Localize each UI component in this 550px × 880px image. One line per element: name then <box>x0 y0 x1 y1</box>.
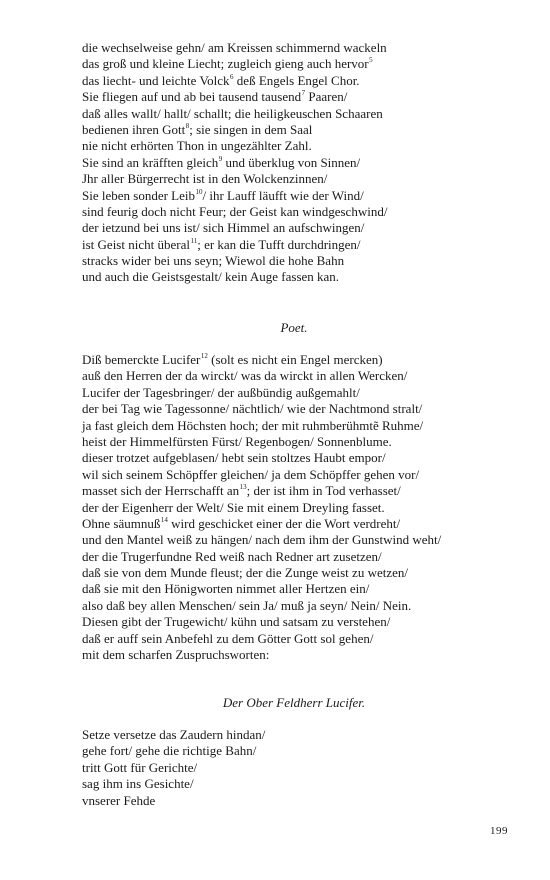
verse-line <box>82 385 522 401</box>
verse-line <box>82 368 522 384</box>
verse-line-text: Sie leben sonder Leib <box>82 187 195 203</box>
verse-line <box>82 483 522 499</box>
footnote-marker: 14 <box>160 515 168 524</box>
verse-line <box>82 532 522 548</box>
verse-line-text: ja fast gleich dem Höchsten hoch; der mit ruhmberühmtẽ Ruhme/ <box>82 417 424 433</box>
footnote-marker: 11 <box>190 236 198 245</box>
verse-line <box>82 237 522 253</box>
verse-line <box>82 56 522 72</box>
footnote-marker: 9 <box>218 154 223 163</box>
speaker-heading-lucifer: Der Ober Feldherr Lucifer. <box>222 695 366 710</box>
verse-line <box>82 434 522 450</box>
verse-line <box>82 467 522 483</box>
verse-line-text: daß sie mit den Hönigworten nimmet aller Hertzen ein/ <box>82 581 370 597</box>
verse-line-text: gehe fort/ gehe die richtige Bahn/ <box>82 743 257 759</box>
verse-line-text: und auch die Geistsgestalt/ kein Auge fassen kan. <box>82 269 340 285</box>
verse-line <box>82 269 522 285</box>
verse-line <box>82 401 522 417</box>
verse-stanza-2 <box>82 352 522 663</box>
verse-line <box>82 73 522 89</box>
verse-stanza-1 <box>82 40 522 286</box>
verse-line-text: bedienen ihren Gott <box>82 121 186 137</box>
verse-line-text-continued: Paaren/ <box>305 89 348 105</box>
verse-line <box>82 450 522 466</box>
verse-line <box>82 188 522 204</box>
verse-line-text-continued: ; der ist ihm in Tod verhasset/ <box>246 483 401 499</box>
speaker-heading-poet: Poet. <box>280 320 308 335</box>
verse-line-text: daß alles wallt/ hallt/ schallt; die heiligkeuschen Schaaren <box>82 105 383 121</box>
footnote-marker: 7 <box>301 89 306 98</box>
verse-line-text: Diesen gibt der Trugewicht/ kühn und satsam zu verstehen/ <box>82 614 391 630</box>
page-number: 199 <box>490 825 508 837</box>
verse-line-text-continued: ; er kan die Tufft durchdringen/ <box>197 236 361 252</box>
verse-line-text: die wechselweise gehn/ am Kreissen schimmernd wackeln <box>82 40 387 55</box>
verse-stanza-3 <box>82 727 522 809</box>
footnote-marker: 10 <box>195 187 203 196</box>
verse-line <box>82 776 522 792</box>
verse-line-text: daß er auff sein Anbefehl zu dem Götter Gott sol gehen/ <box>82 630 374 646</box>
verse-line <box>82 171 522 187</box>
verse-line <box>82 106 522 122</box>
verse-line-text: Jhr aller Bürgerrecht ist in den Wolckenzinnen/ <box>82 171 328 187</box>
verse-line <box>82 598 522 614</box>
verse-line-text: der der Eigenherr der Welt/ Sie mit einem Dreyling fasset. <box>82 499 385 515</box>
verse-line <box>82 647 522 663</box>
verse-line-text: das groß und kleine Liecht; zugleich gieng auch hervor <box>82 56 369 72</box>
verse-line-text: das liecht- und leichte Volck <box>82 72 230 88</box>
verse-line <box>82 500 522 516</box>
verse-line-text-continued: und überklug von Sinnen/ <box>222 154 361 170</box>
verse-line-text-continued: ; sie singen in dem Saal <box>189 121 313 137</box>
footnote-marker: 12 <box>200 352 208 360</box>
verse-line-text: Setze versetze das Zaudern hindan/ <box>82 727 266 742</box>
verse-line <box>82 122 522 138</box>
verse-line-text: mit dem scharfen Zuspruchsworten: <box>82 647 270 663</box>
verse-line-text: masset sich der Herrschafft an <box>82 483 240 499</box>
footnote-marker: 5 <box>369 56 373 65</box>
verse-line-text-continued: deß Engels Engel Chor. <box>233 72 360 88</box>
verse-line <box>82 40 522 56</box>
verse-line <box>82 418 522 434</box>
verse-line <box>82 760 522 776</box>
verse-line-text: Diß bemerckte Lucifer <box>82 352 201 367</box>
verse-line-text-continued: wird geschicket einer der die Wort verdreht/ <box>167 515 401 531</box>
verse-line <box>82 549 522 565</box>
verse-line-text: ist Geist nicht überal <box>82 236 190 252</box>
verse-line-text: vnserer Fehde <box>82 792 156 808</box>
verse-line-text: sag ihm ins Gesichte/ <box>82 776 194 792</box>
verse-line-text: der die Trugerfundne Red weiß nach Redner art zusetzen/ <box>82 548 382 564</box>
verse-line-text: tritt Gott für Gerichte/ <box>82 759 198 775</box>
verse-line-text: der ietzund bei uns ist/ sich Himmel an aufschwingen/ <box>82 220 365 236</box>
verse-line-text: Sie sind an kräfften gleich <box>82 154 219 170</box>
verse-line-text: der bei Tag wie Tagessonne/ nächtlich/ wie der Nachtmond stralt/ <box>82 401 423 417</box>
verse-line-text: Lucifer der Tagesbringer/ der außbündig außgemahlt/ <box>82 384 360 400</box>
verse-line <box>82 631 522 647</box>
verse-line <box>82 614 522 630</box>
verse-line-text: nie nicht erhörten Thon in ungezählter Zahl. <box>82 138 312 154</box>
verse-line <box>82 793 522 809</box>
verse-line <box>82 253 522 269</box>
verse-line-text-continued: / ihr Lauff läufft wie der Wind/ <box>202 187 364 203</box>
verse-line-text: Ohne säumnuß <box>82 515 161 531</box>
verse-line <box>82 581 522 597</box>
verse-line-text: Sie fliegen auf und ab bei tausend tausend <box>82 89 302 105</box>
verse-line-text: dieser trotzet aufgeblasen/ hebt sein stoltzes Haubt empor/ <box>82 450 386 466</box>
verse-line <box>82 565 522 581</box>
verse-line <box>82 727 522 743</box>
verse-line-text: also daß bey allen Menschen/ sein Ja/ muß ja seyn/ Nein/ Nein. <box>82 597 412 613</box>
verse-line-text: heist der Himmelfürsten Fürst/ Regenbogen/ Sonnenblume. <box>82 433 392 449</box>
verse-line <box>82 516 522 532</box>
verse-line-text: und den Mantel weiß zu hängen/ nach dem ihm der Gunstwind weht/ <box>82 532 442 548</box>
verse-line-text: sind feurig doch nicht Feur; der Geist kan windgeschwind/ <box>82 203 388 219</box>
footnote-marker: 6 <box>230 72 234 81</box>
verse-line-text: auß den Herren der da wirckt/ was da wirckt in allen Wercken/ <box>82 368 408 384</box>
verse-line <box>82 743 522 759</box>
verse-line-text: daß sie von dem Munde fleust; der die Zunge weist zu wetzen/ <box>82 565 408 581</box>
verse-line-text-continued: (solt es nicht ein Engel mercken) <box>207 352 383 367</box>
verse-line <box>82 155 522 171</box>
verse-line <box>82 352 522 368</box>
verse-line <box>82 220 522 236</box>
footnote-marker: 13 <box>239 483 247 492</box>
footnote-marker: 8 <box>185 121 190 130</box>
verse-line <box>82 138 522 154</box>
verse-line-text: wil sich seinem Schöpffer gleichen/ ja dem Schöpffer gehen vor/ <box>82 466 420 482</box>
verse-line <box>82 204 522 220</box>
verse-line-text: stracks wider bei uns seyn; Wiewol die hohe Bahn <box>82 253 345 269</box>
verse-line <box>82 89 522 105</box>
